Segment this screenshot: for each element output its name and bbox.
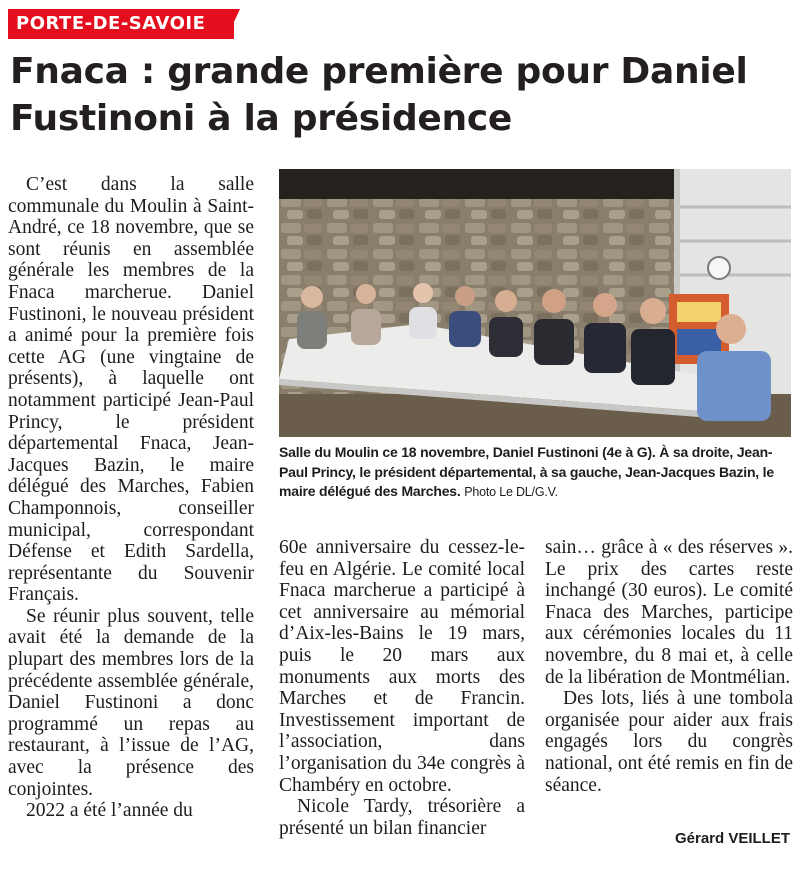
photo-caption bbox=[279, 443, 794, 503]
article-paragraph: Se réunir plus souvent, telle avait été la demande de la plupart des membres lors de la précédente assemblée générale, Daniel Fustinoni a donc programmé un repas au restaurant, à l’issue de l’AG, avec la présence des conjointes. bbox=[8, 605, 254, 800]
photo-credit: Photo Le DL/G.V. bbox=[464, 485, 558, 499]
article-column-2 bbox=[279, 537, 525, 839]
article-paragraph: Nicole Tardy, trésorière a présenté un bilan financier bbox=[279, 796, 525, 839]
article-column-3 bbox=[545, 537, 793, 796]
section-tag: PORTE-DE-SAVOIE bbox=[8, 9, 234, 39]
section-tag-notch bbox=[226, 9, 240, 39]
author-signature: Gérard VEILLET bbox=[674, 830, 790, 847]
article-photo bbox=[279, 169, 791, 437]
caption-text: Salle du Moulin ce 18 novembre, Daniel Fustinoni (4e à G). À sa droite, Jean-Paul Princy, le président départemental, à sa gauche, Jean-Jacques Bazin, le maire délégué des Marches. bbox=[279, 444, 774, 499]
article-paragraph: C’est dans la salle communale du Moulin à Saint-André, ce 18 novembre, que se sont réunis en assemblée générale les membres de la Fnaca marcherue. Daniel Fustinoni, le nouveau président a animé pour la première fois cette AG (une vingtaine de présents), à laquelle ont notamment participé Jean-Paul Princy, le président départemental Fnaca, Jean-Jacques Bazin, le maire délégué des Marches, Fabien Champonnois, conseiller municipal, correspondant Défense et Edith Sardella, représentante du Souvenir Français. bbox=[8, 174, 254, 606]
article-paragraph: 60e anniversaire du cessez-le-feu en Algérie. Le comité local Fnaca marcherue a participé à cet anniversaire au mémorial d’Aix-les-Bains le 19 mars, puis le 20 mars aux monuments aux morts des Marches et de Francin. Investissement important de l’association, dans l’organisation du 34e congrès à Chambéry en octobre. bbox=[279, 537, 525, 796]
article-paragraph: 2022 a été l’année du bbox=[26, 800, 193, 822]
headline: Fnaca : grande première pour Daniel Fustinoni à la présidence bbox=[10, 51, 748, 139]
article-paragraph: Des lots, liés à une tombola organisée pour aider aux frais engagés lors du congrès national, ont été remis en fin de séance. bbox=[545, 688, 793, 796]
article-paragraph: sain… grâce à « des réserves ». Le prix des cartes reste inchangé (30 euros). Le comité Fnaca des Marches, participe aux cérémonies locales du 11 novembre, du 8 mai et, à celle de la libération de Montmélian. bbox=[545, 537, 793, 688]
article-column-1 bbox=[8, 174, 254, 822]
